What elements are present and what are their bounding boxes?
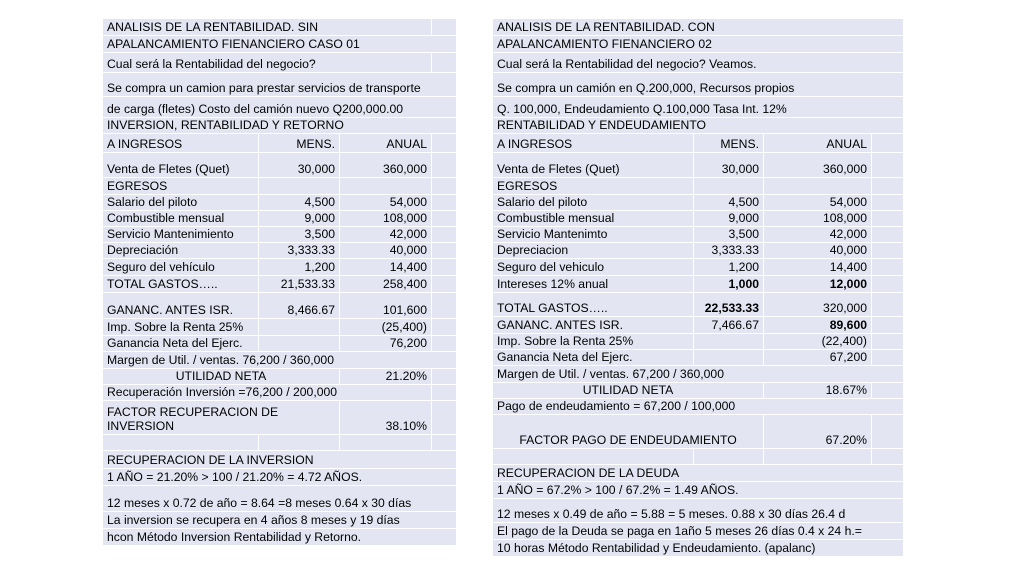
table-cell: 12,000 [829, 276, 867, 291]
table-cell: 54,000 [389, 195, 427, 209]
table-row [493, 465, 903, 482]
table-cell: Cual será la Rentabilidad del negocio? Veamos. [497, 56, 757, 71]
table-cell [431, 259, 456, 275]
table-cell: 258,400 [382, 276, 427, 291]
table-cell [871, 449, 903, 464]
table-row [103, 319, 456, 336]
table-cell: Salario del piloto [107, 195, 198, 209]
table-cell [431, 178, 456, 194]
table-cell: 360,000 [822, 161, 867, 176]
table-cell: ANUAL [386, 136, 427, 151]
table-cell: FACTOR PAGO DE ENDEUDAMIENTO [519, 432, 737, 447]
table-cell: Margen de Util. / ventas. 76,200 / 360,000 [107, 352, 334, 367]
table-cell: 4,500 [304, 195, 335, 209]
table-cell: 1,200 [304, 259, 335, 274]
table-cell: Seguro del vehiculo [497, 259, 605, 274]
table-row [103, 529, 456, 546]
table-cell: 3,333.33 [711, 243, 759, 257]
table-row [493, 415, 903, 449]
table-cell: EGRESOS [107, 178, 168, 193]
table-cell: Venta de Fletes (Quet) [497, 161, 620, 176]
table-row [103, 118, 456, 134]
table-cell: Depreciacion [497, 243, 569, 257]
table-cell [871, 317, 903, 333]
table-row [493, 259, 903, 276]
table-row [103, 19, 456, 36]
table-cell: RECUPERACION DE LA DEUDA [497, 465, 680, 480]
table-row [103, 451, 456, 469]
table-cell: Cual será la Rentabilidad del negocio? [107, 56, 316, 71]
table-cell: UTILIDAD NETA [582, 383, 674, 397]
table-cell [871, 195, 903, 210]
table-cell: (22,400) [821, 334, 867, 348]
table-cell [431, 243, 456, 258]
table-left-caso-01 [103, 19, 456, 546]
table-cell: RECUPERACION DE LA INVERSION [107, 452, 314, 467]
table-row [493, 73, 903, 97]
table-row [103, 73, 456, 97]
table-cell: 22,533.33 [704, 300, 759, 315]
table-row [103, 134, 456, 153]
table-cell: 14,400 [389, 259, 427, 274]
table-cell [871, 415, 903, 448]
table-row [493, 334, 903, 350]
table-cell: Combustible mensual [107, 211, 225, 225]
table-row [493, 36, 903, 53]
table-cell [431, 293, 456, 318]
table-row [493, 350, 903, 366]
table-cell [431, 435, 456, 450]
table-cell: RENTABILIDAD Y ENDEUDAMIENTO [497, 118, 707, 132]
table-cell: 67,200 [829, 350, 867, 364]
table-cell: 30,000 [721, 161, 759, 176]
table-row [493, 97, 903, 118]
table-cell [431, 401, 456, 434]
table-cell [693, 350, 763, 365]
table-cell: 67.20% [825, 432, 867, 447]
table-cell: INVERSION, RENTABILIDAD Y RETORNO [107, 118, 344, 132]
table-cell: 54,000 [829, 195, 867, 209]
table-cell: ANALISIS DE LA RENTABILIDAD. SIN [107, 19, 319, 34]
table-cell [431, 53, 456, 72]
table-cell [431, 369, 456, 384]
table-row [103, 401, 456, 435]
table-cell: MENS. [296, 136, 335, 151]
table-cell [871, 350, 903, 365]
table-cell: El pago de la Deuda se paga en 1año 5 meses 26 días 0.4 x 24 h.= [497, 523, 862, 538]
table-row [493, 19, 903, 36]
table-cell [431, 211, 456, 226]
table-row [493, 366, 903, 383]
table-cell: A INGRESOS [107, 136, 183, 151]
table-row [493, 243, 903, 259]
table-cell: 3,500 [304, 227, 335, 241]
table-row [103, 259, 456, 276]
table-cell: Margen de Util. / ventas. 67,200 / 360,000 [497, 366, 724, 381]
table-row [103, 53, 456, 73]
table-cell: 40,000 [829, 243, 867, 257]
table-cell: 42,000 [389, 227, 427, 241]
table-cell [693, 334, 763, 349]
table-cell: 1 AÑO = 21.20% > 100 / 21.20% = 4.72 AÑOS. [107, 469, 363, 484]
table-row [493, 211, 903, 227]
table-cell: Imp. Sobre la Renta 25% [497, 334, 634, 348]
table-cell: Depreciación [107, 243, 179, 257]
table-cell: hcon Método Inversion Rentabilidad y Retorno. [107, 529, 362, 544]
table-cell: FACTOR RECUPERACION DE INVERSION [107, 404, 279, 433]
table-row [103, 293, 456, 319]
table-row [493, 482, 903, 499]
table-row [493, 449, 903, 465]
table-cell: A INGRESOS [497, 136, 573, 151]
table-cell: Servicio Mantenimiento [107, 227, 234, 241]
table-cell [871, 211, 903, 226]
table-cell [339, 178, 431, 194]
table-cell: UTILIDAD NETA [175, 369, 267, 383]
table-row [103, 352, 456, 369]
table-row [493, 195, 903, 211]
table-row [103, 178, 456, 195]
table-cell: TOTAL GASTOS….. [107, 276, 218, 291]
table-cell [871, 334, 903, 349]
table-cell: 38.10% [385, 418, 427, 433]
table-cell: ANALISIS DE LA RENTABILIDAD. CON [497, 19, 715, 34]
table-cell: Pago de endeudamiento = 67,200 / 100,000 [497, 399, 736, 413]
table-row [493, 53, 903, 73]
table-cell: (25,400) [381, 319, 427, 334]
table-cell: APALANCAMIENTO FIENANCIERO 02 [497, 36, 712, 51]
table-row [493, 118, 903, 134]
table-row [493, 178, 903, 195]
table-row [103, 435, 456, 451]
table-row [493, 276, 903, 293]
table-cell [871, 134, 903, 152]
table-cell: 42,000 [829, 227, 867, 241]
table-cell: 10 horas Método Rentabilidad y Endeudamiento. (apalanc) [497, 540, 816, 555]
table-cell [258, 435, 339, 450]
table-cell: 360,000 [382, 161, 427, 176]
table-row [103, 227, 456, 243]
table-cell [431, 153, 456, 177]
table-cell: TOTAL GASTOS….. [497, 300, 608, 315]
table-row [103, 153, 456, 178]
table-cell [431, 134, 456, 152]
table-cell: 21.20% [385, 369, 427, 383]
table-row [103, 336, 456, 352]
table-cell [431, 385, 456, 400]
table-cell: Se compra un camión en Q.200,000, Recursos propios [497, 80, 795, 95]
table-cell: 3,500 [728, 227, 759, 241]
table-cell: 18.67% [825, 383, 867, 397]
table-cell: 3,333.33 [287, 243, 335, 257]
table-cell: ANUAL [826, 136, 867, 151]
table-cell [258, 336, 339, 351]
table-cell: 21,533.33 [280, 276, 335, 291]
table-cell [258, 178, 339, 194]
table-cell [493, 449, 693, 464]
table-row [103, 243, 456, 259]
table-cell: 9,000 [728, 211, 759, 225]
table-row [103, 97, 456, 118]
table-cell [431, 19, 456, 35]
table-row [493, 227, 903, 243]
table-cell: EGRESOS [497, 178, 558, 193]
table-cell: 89,600 [829, 317, 867, 332]
table-cell [871, 178, 903, 194]
table-cell: APALANCAMIENTO FIENANCIERO CASO 01 [107, 36, 360, 51]
table-cell: Servicio Mantenimto [497, 227, 608, 241]
table-row [493, 153, 903, 178]
table-cell [871, 153, 903, 177]
table-cell: 8,466.67 [287, 302, 335, 317]
table-row [103, 211, 456, 227]
table-cell [763, 178, 871, 194]
table-cell: Recuperación Inversión =76,200 / 200,000 [107, 385, 338, 399]
table-cell [103, 435, 258, 450]
table-cell [693, 449, 763, 464]
table-cell: Combustible mensual [497, 211, 615, 225]
table-row [103, 369, 456, 385]
table-row [493, 383, 903, 399]
table-cell: Q. 100,000, Endeudamiento Q.100,000 Tasa Int. 12% [497, 101, 787, 116]
table-cell: MENS. [720, 136, 759, 151]
table-cell [431, 319, 456, 335]
table-cell: Ganancia Neta del Ejerc. [497, 350, 633, 364]
table-cell: de carga (fletes) Costo del camión nuevo Q200,000.00 [107, 101, 404, 116]
table-cell: Salario del piloto [497, 195, 588, 209]
table-cell [431, 336, 456, 351]
table-cell: La inversion se recupera en 4 años 8 meses y 19 días [107, 512, 400, 527]
table-cell [871, 243, 903, 258]
table-cell: Venta de Fletes (Quet) [107, 161, 230, 176]
table-row [493, 134, 903, 153]
table-cell: Ganancia Neta del Ejerc. [107, 336, 243, 350]
table-cell: 320,000 [822, 300, 867, 315]
table-cell: Se compra un camion para prestar servicios de transporte [107, 80, 421, 95]
table-cell: Seguro del vehículo [107, 259, 215, 274]
table-row [493, 317, 903, 334]
table-cell [693, 178, 763, 194]
table-cell: 12 meses x 0.72 de año = 8.64 =8 meses 0.64 x 30 días [107, 495, 412, 510]
table-cell: 9,000 [304, 211, 335, 225]
table-cell [871, 259, 903, 275]
table-cell [258, 319, 339, 335]
table-cell [431, 227, 456, 242]
table-cell: 7,466.67 [711, 317, 759, 332]
table-row [103, 469, 456, 486]
table-cell: GANANC. ANTES ISR. [497, 317, 623, 332]
table-cell: 108,000 [382, 211, 427, 225]
table-row [103, 385, 456, 401]
table-row [493, 293, 903, 317]
table-cell: 1,200 [728, 259, 759, 274]
table-row [103, 486, 456, 512]
table-cell [431, 276, 456, 292]
table-cell: Intereses 12% anual [497, 276, 609, 291]
table-row [493, 523, 903, 540]
table-cell [339, 435, 431, 450]
table-cell [763, 449, 871, 464]
table-row [103, 195, 456, 211]
table-row [493, 540, 903, 557]
table-cell: 14,400 [829, 259, 867, 274]
table-row [103, 512, 456, 529]
table-cell: 12 meses x 0.49 de año = 5.88 = 5 meses. 0.88 x 30 días 26.4 d [497, 506, 846, 521]
table-cell: 40,000 [389, 243, 427, 257]
table-row [103, 36, 456, 53]
table-cell: 108,000 [822, 211, 867, 225]
table-cell: 1 AÑO = 67.2% > 100 / 67.2% = 1.49 AÑOS. [497, 482, 739, 497]
table-row [493, 399, 903, 415]
table-cell: 30,000 [297, 161, 335, 176]
table-cell: Imp. Sobre la Renta 25% [107, 319, 244, 334]
table-cell: GANANC. ANTES ISR. [107, 302, 233, 317]
table-cell: 1,000 [728, 276, 759, 291]
table-cell [871, 293, 903, 316]
table-row [493, 499, 903, 523]
table-cell [431, 195, 456, 210]
table-cell: 101,600 [382, 302, 427, 317]
table-cell [871, 227, 903, 242]
table-cell: 76,200 [389, 336, 427, 350]
table-row [103, 276, 456, 293]
table-cell: 4,500 [728, 195, 759, 209]
table-cell [871, 383, 903, 398]
table-right-caso-02 [493, 19, 903, 557]
table-cell [871, 276, 903, 292]
